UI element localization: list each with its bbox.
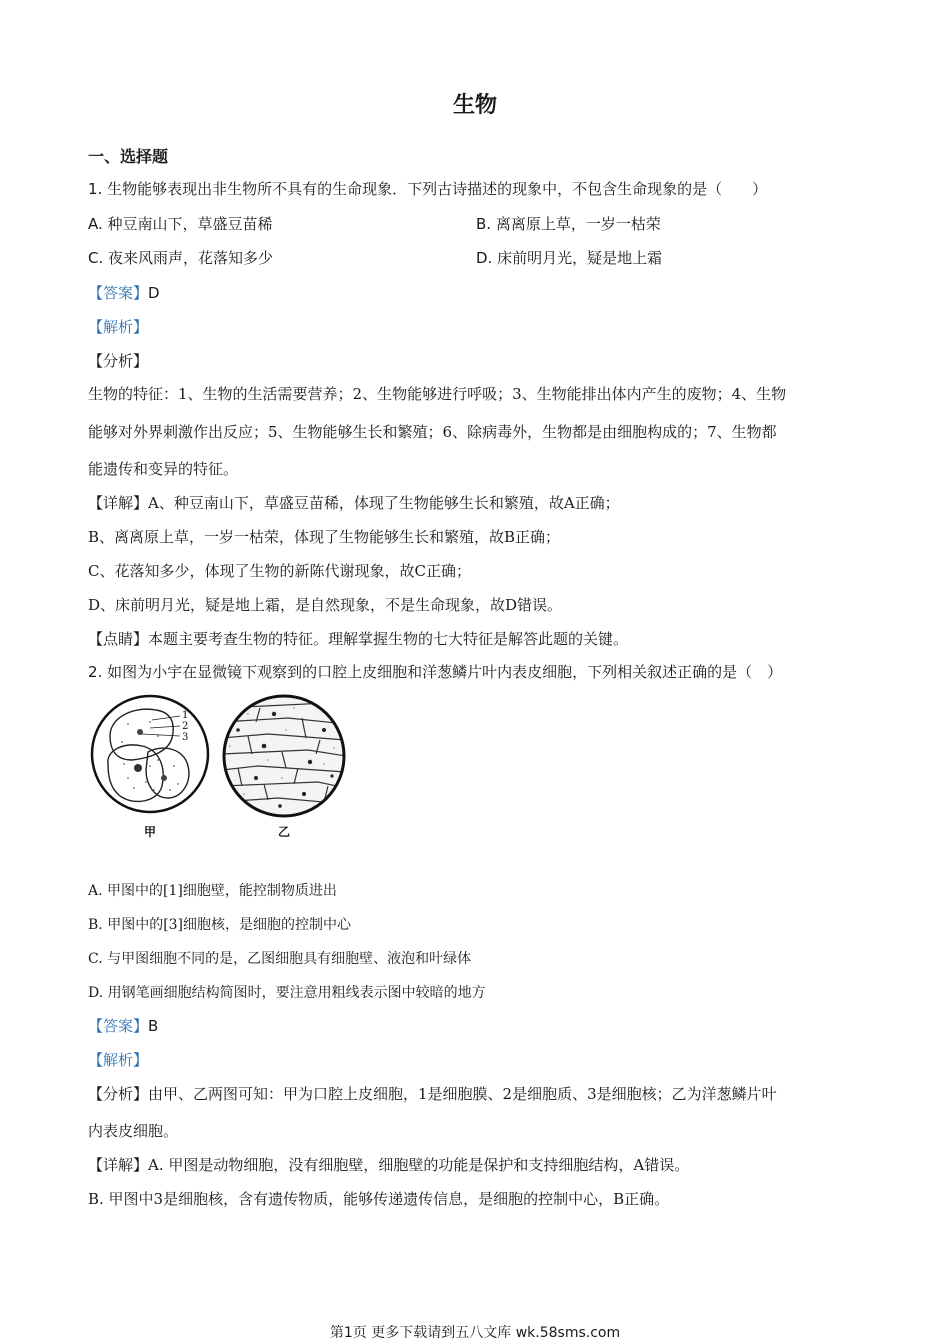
q1-option-b: B. 离离原上草，一岁一枯荣 xyxy=(476,215,661,233)
comment-text: 本题主要考查生物的特征。理解掌握生物的七大特征是解答此题的关键。 xyxy=(148,630,629,648)
q1-fenxi-tag: 【分析】 xyxy=(88,352,149,370)
q1-option-c: C. 夜来风雨声，花落知多少 xyxy=(88,249,274,267)
q2-detail-first xyxy=(88,1154,689,1175)
label-2: 2 xyxy=(182,721,189,732)
q2-option-d: D. 用钢笔画细胞结构简图时，要注意用粗线表示图中较暗的地方 xyxy=(88,985,486,1001)
cell-micrograph-figure xyxy=(88,694,350,844)
q1-detail-first xyxy=(88,492,620,513)
detail-line: A. 甲图是动物细胞，没有细胞壁，细胞壁的功能是保护和支持细胞结构，A错误。 xyxy=(148,1156,690,1174)
answer-tag: 【答案】 xyxy=(88,1017,149,1035)
label-1: 1 xyxy=(182,710,189,721)
question-2-stem: 2. 如图为小宇在显微镜下观察到的口腔上皮细胞和洋葱鳞片叶内表皮细胞，下列相关叙述正确的是（ ） xyxy=(88,663,783,681)
fenxi-tag: 【分析】 xyxy=(88,1085,149,1103)
q1-fenxi-line: 能够对外界刺激作出反应；5、生物能够生长和繁殖；6、除病毒外，生物都是由细胞构成的；7、生物都 xyxy=(88,423,777,441)
question-1-stem: 1. 生物能够表现出非生物所不具有的生命现象．下列古诗描述的现象中，不包含生命现象的是（ ） xyxy=(88,180,768,198)
section-heading: 一、选择题 xyxy=(88,147,169,166)
label-yi: 乙 xyxy=(278,825,291,839)
detail-line: A、种豆南山下，草盛豆苗稀，体现了生物能够生长和繁殖，故A正确； xyxy=(148,494,620,512)
q2-option-a: A. 甲图中的[1]细胞壁，能控制物质进出 xyxy=(88,883,337,899)
label-jia: 甲 xyxy=(144,825,157,839)
q2-detail-line: B. 甲图中3是细胞核，含有遗传物质，能够传递遗传信息，是细胞的控制中心，B正确。 xyxy=(88,1190,670,1208)
q2-analysis-tag: 【解析】 xyxy=(88,1051,149,1069)
q2-option-b: B. 甲图中的[3]细胞核，是细胞的控制中心 xyxy=(88,917,352,933)
detail-tag: 【详解】 xyxy=(88,494,149,512)
q1-comment xyxy=(88,628,628,649)
comment-tag: 【点睛】 xyxy=(88,630,149,648)
q1-option-d: D. 床前明月光，疑是地上霜 xyxy=(476,249,663,267)
q1-answer xyxy=(88,282,160,303)
figure-right-onion-cells xyxy=(222,696,348,839)
q1-option-a: A. 种豆南山下，草盛豆苗稀 xyxy=(88,215,273,233)
q1-fenxi-line: 能遗传和变异的特征。 xyxy=(88,460,239,478)
fenxi-line: 由甲、乙两图可知：甲为口腔上皮细胞，1是细胞膜、2是细胞质、3是细胞核；乙为洋葱鳞片叶 xyxy=(148,1085,777,1103)
q1-detail-line: B、离离原上草，一岁一枯荣，体现了生物能够生长和繁殖，故B正确； xyxy=(88,528,561,546)
q2-option-c: C. 与甲图细胞不同的是，乙图细胞具有细胞壁、液泡和叶绿体 xyxy=(88,951,472,967)
q1-detail-line: C、花落知多少，体现了生物的新陈代谢现象，故C正确； xyxy=(88,562,471,580)
page-footer: 第1页 更多下载请到五八文库 wk.58sms.com xyxy=(329,1325,621,1341)
q1-fenxi-line: 生物的特征：1、生物的生活需要营养；2、生物能够进行呼吸；3、生物能排出体内产生的废物；4、生物 xyxy=(88,385,787,403)
q2-fenxi-first xyxy=(88,1083,777,1104)
q2-fenxi-line: 内表皮细胞。 xyxy=(88,1122,179,1140)
label-3: 3 xyxy=(182,732,189,743)
answer-value: D xyxy=(148,284,160,302)
answer-value: B xyxy=(148,1017,159,1035)
q1-detail-line: D、床前明月光，疑是地上霜，是自然现象，不是生命现象，故D错误。 xyxy=(88,596,563,614)
q1-analysis-tag: 【解析】 xyxy=(88,318,149,336)
page-title: 生物 xyxy=(452,93,497,118)
q2-answer xyxy=(88,1015,158,1036)
figure-left-cheek-cells xyxy=(92,696,208,839)
answer-tag: 【答案】 xyxy=(88,284,149,302)
detail-tag: 【详解】 xyxy=(88,1156,149,1174)
